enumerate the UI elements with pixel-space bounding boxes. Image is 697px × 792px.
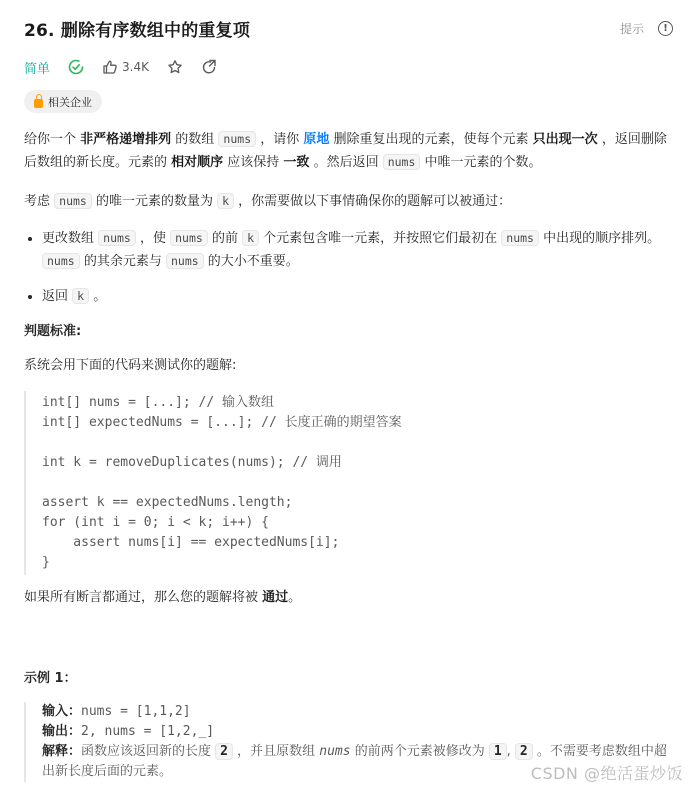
inline-code: nums [42, 253, 80, 269]
list-item [42, 285, 673, 308]
text: 中出现的顺序排列。 [538, 231, 661, 246]
text: 的其余元素与 [79, 254, 166, 269]
text: 中唯一元素的个数。 [420, 155, 542, 170]
code-line: int[] nums = [...]; // 输入数组 [42, 395, 275, 410]
code-line [42, 473, 673, 493]
text: 考虑 [24, 194, 55, 209]
problem-title: 26. 删除有序数组中的重复项 [24, 20, 251, 41]
text: 的数组 [171, 132, 219, 147]
text: 的前两个元素被修改为 [350, 744, 489, 759]
highlight-code: 1 [489, 743, 507, 760]
thumbs-up-icon [102, 59, 118, 75]
text: ，返回删除后数组的新长度。元素的 [24, 132, 667, 170]
example-input [42, 702, 673, 722]
inline-code: nums [166, 253, 204, 269]
list-item [42, 227, 673, 273]
like-button[interactable] [102, 59, 149, 75]
requirements-list [24, 227, 673, 308]
code-line: int k = removeDuplicates(nums); // 调用 [42, 455, 342, 470]
highlight-code: 2 [215, 743, 233, 760]
text: 个元素包含唯一元素，并按照它们最初在 [259, 231, 502, 246]
code-line: int[] expectedNums = [...]; // 长度正确的期望答案 [42, 415, 402, 430]
text: 返回 [42, 289, 73, 304]
related-companies-tag[interactable] [24, 90, 102, 113]
code-line: for (int i = 0; i < k; i++) { [42, 515, 269, 530]
pass-statement [24, 587, 673, 609]
problem-header [24, 0, 673, 56]
text: 函数应该返回新的长度 [81, 744, 216, 759]
output-value: 2, nums = [1,2,_] [81, 724, 215, 739]
header-actions [620, 20, 673, 37]
example-title: 示例 1： [24, 671, 77, 686]
bold-text: 一致 [283, 155, 310, 170]
output-label: 输出： [42, 724, 82, 739]
text: ，请你 [256, 132, 304, 147]
related-companies-label: 相关企业 [48, 95, 92, 109]
bold-text: 非严格递增排列 [80, 132, 172, 147]
text: 应该保持 [223, 155, 284, 170]
inline-code: nums [383, 154, 421, 170]
text: 更改数组 [42, 231, 99, 246]
inline-code: k [217, 193, 234, 209]
inline-code: nums [98, 230, 136, 246]
like-count: 3.4K [122, 60, 149, 74]
judge-heading: 判题标准: [24, 324, 82, 339]
solved-check-icon [68, 59, 84, 75]
code-block [24, 391, 673, 575]
info-icon[interactable]: ! [658, 21, 673, 36]
text: , [506, 744, 515, 759]
text: ，你需要做以下事情确保你的题解可以被通过： [234, 194, 512, 209]
in-place-link[interactable]: 原地 [303, 132, 330, 147]
explanation-label: 解释： [42, 744, 82, 759]
inline-code: k [242, 230, 259, 246]
example-output [42, 722, 673, 742]
inline-code: nums [501, 230, 539, 246]
description-paragraph-1 [24, 128, 673, 174]
text: 如果所有断言都通过，那么您的题解将被 [24, 590, 263, 605]
inline-code: nums [170, 230, 208, 246]
hint-link[interactable]: 提示 [619, 21, 644, 36]
text: 的大小不重要。 [203, 254, 299, 269]
text: 。然后返回 [309, 155, 383, 170]
text: 给你一个 [24, 132, 81, 147]
inline-code: nums [218, 131, 256, 147]
description-paragraph-2 [24, 190, 673, 213]
text: 。 [89, 289, 107, 304]
bold-text: 通过 [262, 590, 289, 605]
text: 。 [288, 590, 302, 605]
text: 的前 [207, 231, 243, 246]
italic-code: nums [319, 744, 351, 759]
favorite-button[interactable] [167, 59, 183, 75]
text: ，并且原数组 [232, 744, 320, 759]
difficulty-badge: 简单 [24, 61, 51, 77]
judge-intro: 系统会用下面的代码来测试你的题解: [24, 358, 237, 373]
inline-code: k [72, 288, 89, 304]
lock-icon [34, 99, 43, 108]
share-icon [201, 59, 217, 75]
input-value: nums = [1,1,2] [81, 704, 191, 719]
code-line [42, 433, 673, 453]
code-line: assert k == expectedNums.length; [42, 495, 293, 510]
share-button[interactable] [201, 59, 217, 75]
text: 。不需要考虑数组中超出新长度后面的元素。 [42, 744, 667, 779]
text: 的唯一元素的数量为 [91, 194, 218, 209]
highlight-code: 2 [515, 743, 533, 760]
text: ，使 [135, 231, 171, 246]
tag-row [24, 90, 673, 114]
text: 删除重复出现的元素，使每个元素 [329, 132, 533, 147]
bold-text: 相对顺序 [171, 155, 224, 170]
csdn-watermark: CSDN @绝活蛋炒饭 [530, 764, 683, 783]
inline-code: nums [54, 193, 92, 209]
problem-meta [24, 56, 673, 78]
star-icon [167, 59, 183, 75]
code-line: } [42, 555, 50, 570]
bold-text: 只出现一次 [532, 132, 598, 147]
input-label: 输入： [42, 704, 82, 719]
code-line: assert nums[i] == expectedNums[i]; [42, 535, 340, 550]
